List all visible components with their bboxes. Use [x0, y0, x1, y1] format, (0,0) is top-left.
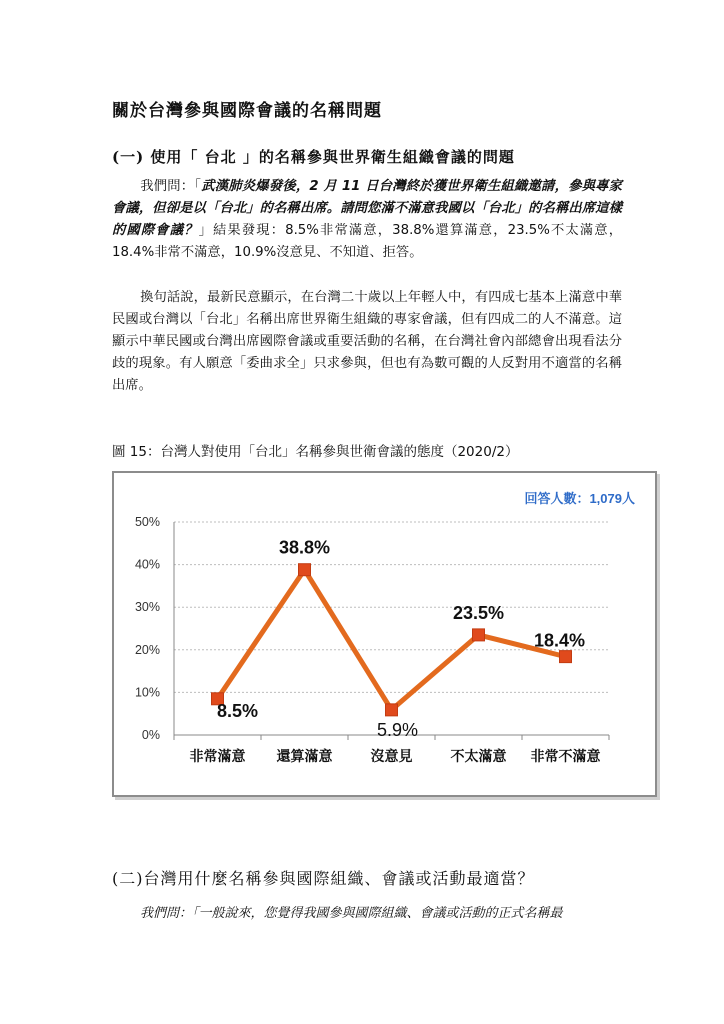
y-tick-label: 0%	[141, 728, 160, 742]
x-category-label: 不太滿意	[450, 749, 507, 765]
data-label: 18.4%	[533, 630, 586, 651]
section-1-paragraph-1	[112, 176, 622, 264]
data-point-marker	[560, 651, 572, 663]
section-2-paragraph: 我們問：「一般說來，您覺得我國參與國際組織、會議或活動的正式名稱最	[140, 906, 563, 921]
data-label: 23.5%	[452, 602, 505, 623]
line-chart	[114, 473, 655, 795]
page-title: 關於台灣參與國際會議的名稱問題	[112, 101, 382, 121]
section-1-heading: (一) 使用「 台北 」的名稱參與世界衛生組織會議的問題	[112, 148, 515, 166]
data-point-marker	[299, 564, 311, 576]
result-text: 」結果發現：8.5%非常滿意，38.8%還算滿意，23.5%不太滿意，18.4%非常不滿意，10.9%沒意見、不知道、拒答。	[112, 223, 623, 260]
data-point-marker	[386, 704, 398, 716]
y-tick-label: 10%	[134, 685, 160, 700]
x-category-label: 沒意見	[370, 749, 413, 765]
data-label: 5.9%	[376, 719, 419, 740]
data-label: 38.8%	[278, 537, 331, 558]
y-tick-label: 50%	[134, 515, 160, 529]
data-point-marker	[473, 629, 485, 641]
section-2-heading: (二)台灣用什麼名稱參與國際組織、會議或活動最適當？	[112, 869, 535, 888]
x-category-label: 還算滿意	[276, 749, 333, 765]
question-lead: 我們問：「	[140, 179, 202, 194]
x-category-label: 非常滿意	[189, 749, 246, 765]
y-tick-label: 40%	[134, 557, 160, 572]
x-category-label: 非常不滿意	[530, 749, 601, 765]
question-text: 武漢肺炎爆發後，2 月 11 日台灣終於獲世界衛生組織邀請，參與專家會議，但卻是以「台北」的名稱出席。請問您滿不滿意我國以「台北」的名稱出席這樣的國際會議？	[112, 179, 622, 238]
figure-caption: 圖 15：台灣人對使用「台北」名稱參與世衛會議的態度（2020/2）	[112, 444, 519, 460]
chart-frame	[112, 471, 657, 797]
y-tick-label: 20%	[134, 642, 160, 657]
data-label: 8.5%	[216, 700, 259, 721]
respondents-count: 回答人數：1,079人	[524, 491, 635, 506]
analysis-text: 換句話說，最新民意顯示，在台灣二十歲以上年輕人中，有四成七基本上滿意中華民國或台灣以「台北」名稱出席世界衛生組織的專家會議，但有四成二的人不滿意。這顯示中華民國或台灣出席國際會議或重要活動的名稱，在台灣社會內部總會出現看法分歧的現象。有人願意「委曲求全」只求參與，但也有為數可觀的人反對用不適當的名稱出席。	[112, 290, 622, 393]
series-line	[218, 570, 566, 710]
y-tick-label: 30%	[134, 600, 160, 615]
section-1-paragraph-2	[112, 287, 622, 397]
